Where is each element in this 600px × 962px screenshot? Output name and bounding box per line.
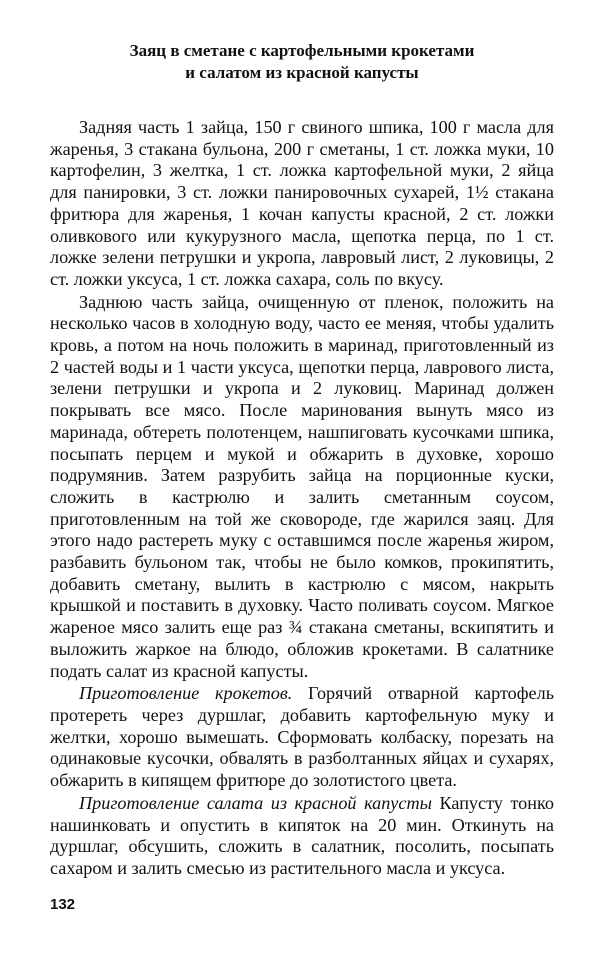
recipe-title-line-1: Заяц в сметане с картофельными крокетами xyxy=(129,41,475,60)
recipe-title-line-2: и салатом из красной капусты xyxy=(185,63,419,82)
croquettes-text: Горячий отварной картофель протереть через дуршлаг, добавить картофельную муку и желтки, хорошо вымешать. Сформовать колбаску, порезать на одинаковые кусочки, обвалять в разболтанных яйцах и сухарях, обжарить в кипящем фритюре до золотистого цвета. xyxy=(50,683,554,791)
salad-text: Капусту тонко нашинковать и опустить в кипяток на 20 мин. Откинуть на дуршлаг, обсушить, сложить в салатник, посолить, посыпать сахаром и залить смесью из растительного масла и уксуса. xyxy=(50,792,554,878)
salad-heading: Приготовление салата из красной капусты xyxy=(79,792,432,813)
method-paragraph: Заднюю часть зайца, очищенную от пленок, положить на несколько часов в холодную воду, часто ее меняя, чтобы удалить кровь, а потом на ночь положить в маринад, приготовленный из 2 частей воды и 1 части уксуса, щепотки перца, лаврового листа, зелени петрушки и укропа и 2 луковиц. Маринад должен покрывать все мясо. После маринования вынуть мясо из маринада, обтереть полотенцем, нашпиговать кусочками шпика, посыпать перцем и мукой и обжарить в духовке, хорошо подрумянив. Затем разрубить зайца на порционные куски, сложить в кастрюлю и залить сметанным соусом, приготовленным на той же сковороде, где жарился заяц. Для этого надо растереть муку с оставшимся после жаренья жиром, разбавить бульоном так, чтобы не было комков, прокипятить, добавить сметану, вылить в кастрюлю с мясом, накрыть крышкой и поставить в духовку. Часто поливать соусом. Мягкое жареное мясо залить еще раз ¾ стакана сметаны, вскипятить и выложить жаркое на блюдо, обложив крокетами. В салатнике подать салат из красной капусты. xyxy=(50,291,554,681)
recipe-page xyxy=(50,40,554,880)
croquettes-paragraph xyxy=(50,683,554,792)
salad-paragraph xyxy=(50,793,554,880)
ingredients-paragraph: Задняя часть 1 зайца, 150 г свиного шпика, 100 г масла для жаренья, 3 стакана бульона, 200 г сметаны, 1 ст. ложка муки, 10 картофелин, 3 желтка, 1 ст. ложка картофельной муки, 2 яйца для панировки, 3 ст. ложки панировочных сухарей, 1½ стакана фритюра для жаренья, 1 кочан капусты красной, 2 ст. ложки оливкового или кукурузного масла, щепотка перца, по 1 ст. ложке зелени петрушки и укропа, лавровый лист, 2 луковицы, 2 ст. ложки уксуса, 1 ст. ложка сахара, соль по вкусу. xyxy=(50,117,554,289)
croquettes-heading: Приготовление крокетов. xyxy=(79,683,293,704)
recipe-title xyxy=(50,40,554,84)
page-number: 132 xyxy=(50,896,76,913)
